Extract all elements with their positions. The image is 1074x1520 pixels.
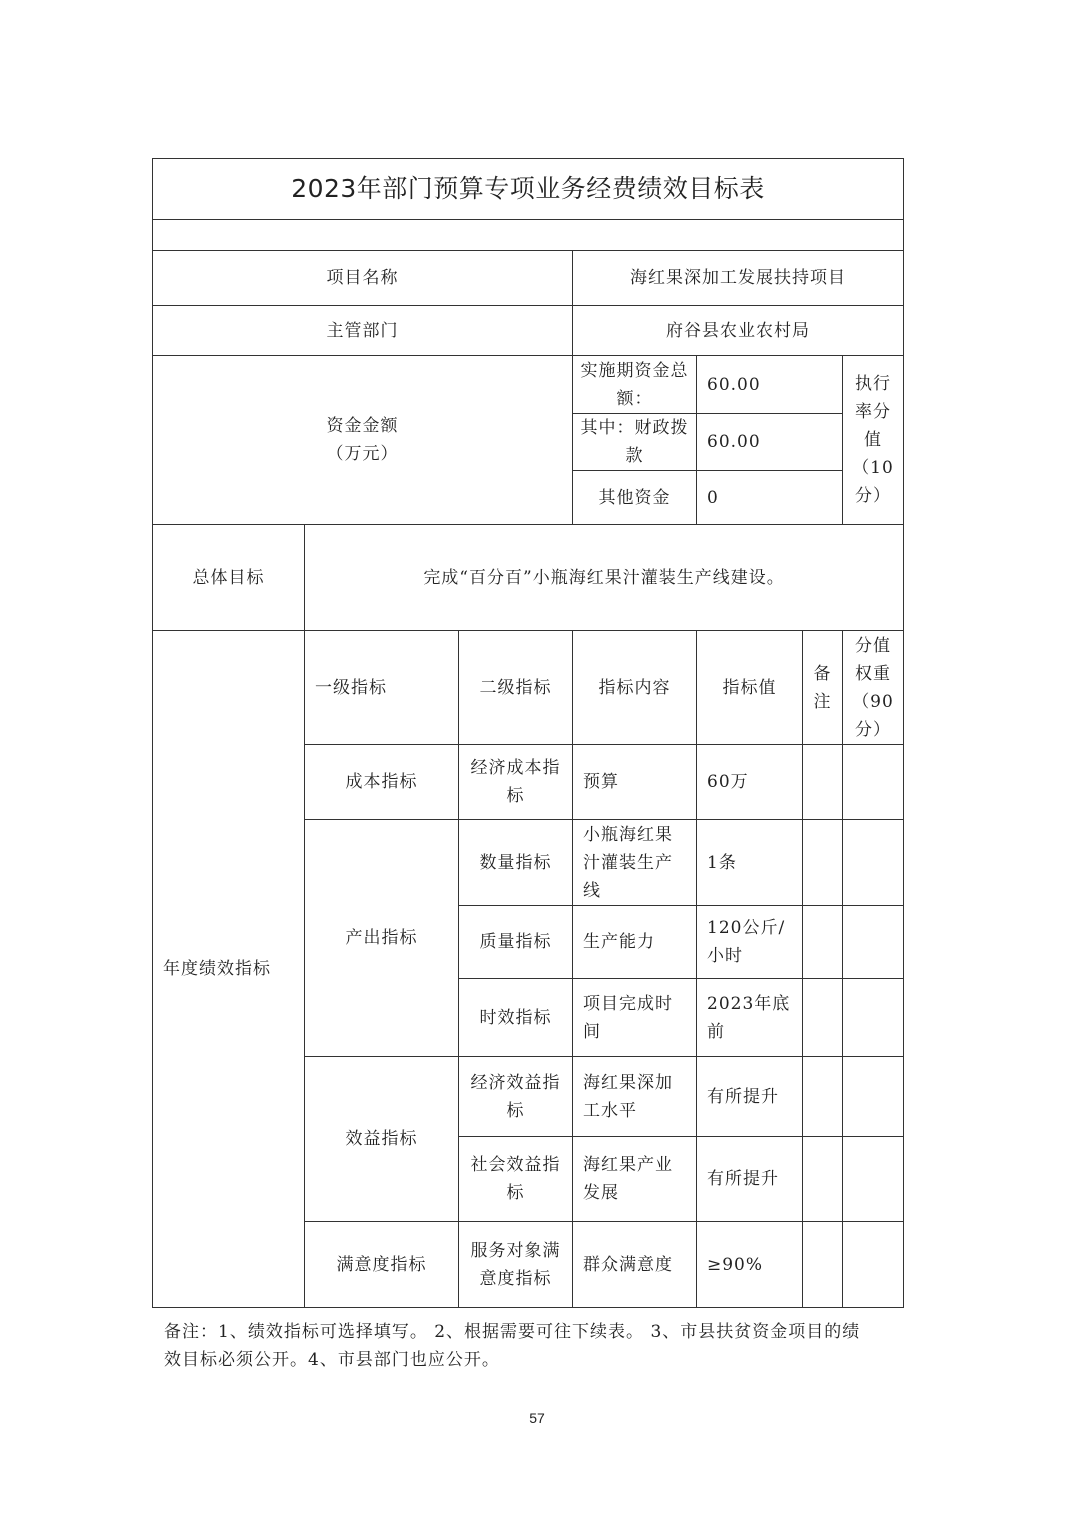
benefit-economic-level2: 经济效益指标 [459,1057,573,1137]
output-timeliness-content: 项目完成时间 [573,979,697,1057]
benefit-economic-content: 海红果深加工水平 [573,1057,697,1137]
satisfaction-content: 群众满意度 [573,1222,697,1308]
output-quality-content: 生产能力 [573,906,697,979]
output-quality-score [843,906,904,979]
output-timeliness-value: 2023年底前 [697,979,803,1057]
project-name-value: 海红果深加工发展扶持项目 [573,251,904,306]
benefit-level1: 效益指标 [305,1057,459,1222]
satisfaction-remark [803,1222,843,1308]
funds-other-value: 0 [697,471,843,525]
funds-label-line1: 资金金额 [326,416,399,436]
output-quantity-content: 小瓶海红果汁灌装生产线 [573,820,697,906]
cost-level1: 成本指标 [305,745,459,820]
output-quality-level2: 质量指标 [459,906,573,979]
cost-value: 60万 [697,745,803,820]
satisfaction-level2: 服务对象满意度指标 [459,1222,573,1308]
output-quality-value: 120公斤/小时 [697,906,803,979]
funds-total-label: 实施期资金总额： [573,356,697,414]
project-name-label: 项目名称 [153,251,573,306]
header-level2: 二级指标 [459,631,573,745]
output-timeliness-remark [803,979,843,1057]
blank-row [153,220,904,251]
benefit-social-value: 有所提升 [697,1137,803,1222]
satisfaction-score [843,1222,904,1308]
page-number: 57 [529,1410,545,1426]
benefit-economic-score [843,1057,904,1137]
benefit-social-content: 海红果产业发展 [573,1137,697,1222]
header-level1: 一级指标 [305,631,459,745]
dept-label: 主管部门 [153,306,573,356]
benefit-economic-value: 有所提升 [697,1057,803,1137]
benefit-social-score [843,1137,904,1222]
output-timeliness-level2: 时效指标 [459,979,573,1057]
performance-target-table [152,158,904,1308]
funds-label [153,356,573,525]
header-remark: 备注 [803,631,843,745]
cost-content: 预算 [573,745,697,820]
output-quantity-score [843,820,904,906]
benefit-economic-remark [803,1057,843,1137]
cost-remark [803,745,843,820]
annual-indicators-label: 年度绩效指标 [153,631,305,1308]
table-title: 2023年部门预算专项业务经费绩效目标表 [153,159,904,220]
funds-fiscal-label: 其中：财政拨款 [573,414,697,471]
cost-level2: 经济成本指标 [459,745,573,820]
exec-rate-label: 执行率分值（10分） [843,356,904,525]
funds-total-value: 60.00 [697,356,843,414]
header-content: 指标内容 [573,631,697,745]
output-quantity-value: 1条 [697,820,803,906]
header-value: 指标值 [697,631,803,745]
footnote: 备注：1、绩效指标可选择填写。 2、根据需要可往下续表。 3、市县扶贫资金项目的绩效目标必须公开。4、市县部门也应公开。 [164,1322,861,1370]
output-level1: 产出指标 [305,820,459,1057]
overall-goal-label: 总体目标 [153,525,305,631]
satisfaction-value: ≥90% [697,1222,803,1308]
output-quantity-level2: 数量指标 [459,820,573,906]
output-timeliness-score [843,979,904,1057]
funds-other-label: 其他资金 [573,471,697,525]
satisfaction-level1: 满意度指标 [305,1222,459,1308]
benefit-social-level2: 社会效益指标 [459,1137,573,1222]
dept-value: 府谷县农业农村局 [573,306,904,356]
overall-goal-value: 完成“百分百”小瓶海红果汁灌装生产线建设。 [305,525,904,631]
funds-label-line2: （万元） [326,444,399,464]
benefit-social-remark [803,1137,843,1222]
output-quantity-remark [803,820,843,906]
header-score: 分值权重（90分） [843,631,904,745]
funds-fiscal-value: 60.00 [697,414,843,471]
cost-score [843,745,904,820]
output-quality-remark [803,906,843,979]
